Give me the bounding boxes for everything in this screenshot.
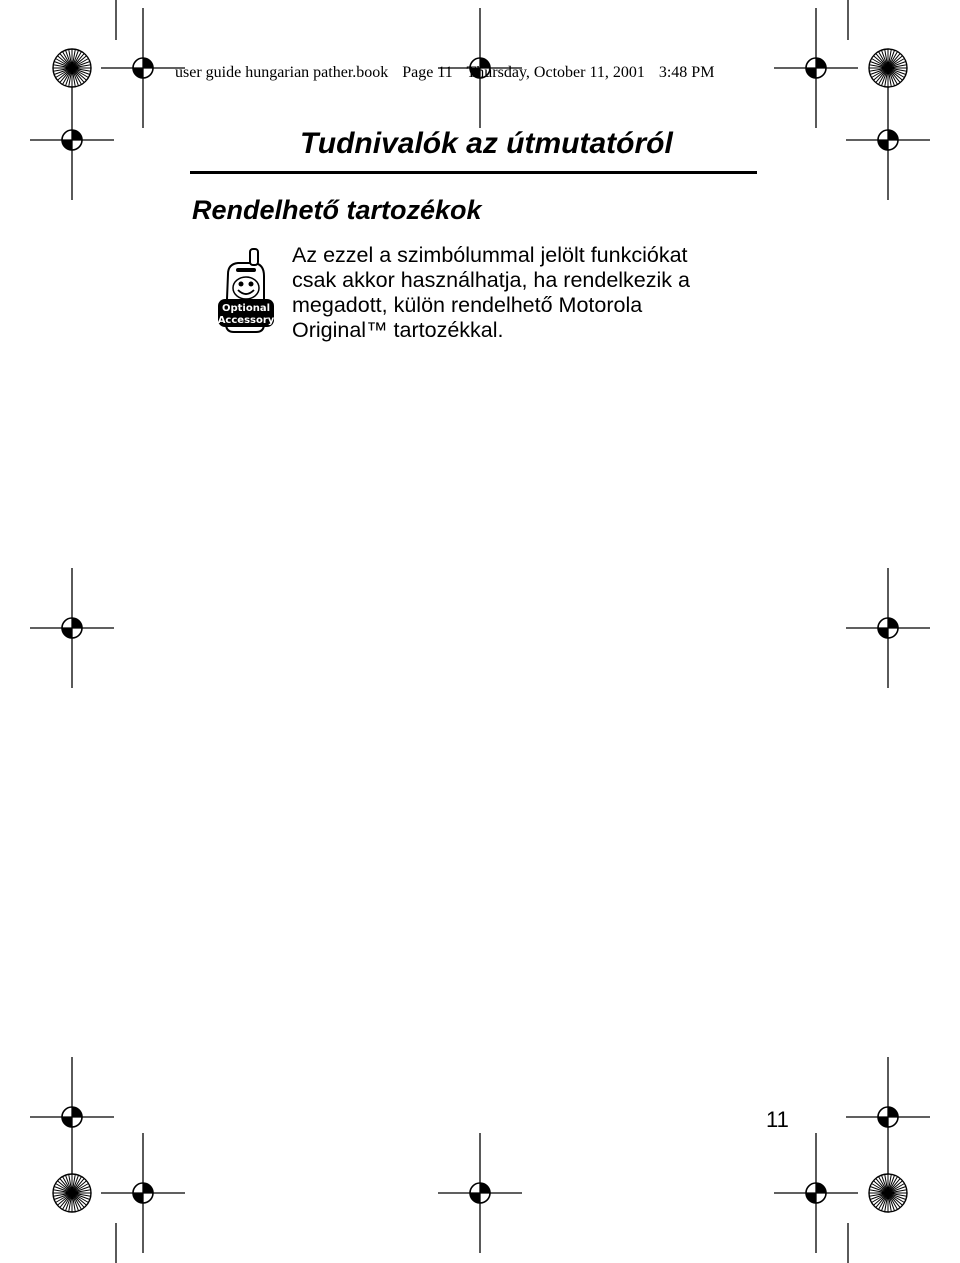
subsection-title: Rendelhető tartozékok [192, 195, 482, 225]
body-line: megadott, külön rendelhető Motorola [292, 293, 643, 317]
body-line: csak akkor használhatja, ha rendelkezik a [292, 268, 690, 292]
star-target-mark [53, 1174, 91, 1212]
section-title: Tudnivalók az útmutatóról [300, 127, 673, 160]
slug-file: user guide hungarian pather.book [175, 64, 389, 81]
print-slug [175, 64, 724, 82]
page-number: 11 [766, 1107, 789, 1132]
body-line: Original™ tartozékkal. [292, 318, 504, 342]
star-target-mark [869, 49, 907, 87]
crosshair-mark [30, 80, 114, 200]
body-line: Az ezzel a szimbólummal jelölt funkciókat [292, 243, 688, 267]
crosshair-mark [774, 8, 858, 128]
crosshair-mark [846, 80, 930, 200]
crosshair-mark [30, 568, 114, 688]
icon-label-line1: Optional [221, 303, 271, 314]
crosshair-mark [846, 1057, 930, 1177]
crosshair-mark [101, 1133, 185, 1253]
crosshair-mark [846, 568, 930, 688]
body-paragraph [292, 243, 762, 343]
optional-accessory-icon [214, 246, 276, 336]
crosshair-mark [30, 1057, 114, 1177]
slug-time: 3:48 PM [658, 64, 715, 81]
icon-label-line2: Accessory [217, 315, 275, 326]
crosshair-mark [438, 1133, 522, 1253]
crosshair-mark [774, 1133, 858, 1253]
crosshair-mark [101, 8, 185, 128]
slug-page: Page 11 [402, 64, 453, 81]
star-target-mark [53, 49, 91, 87]
slug-date: Thursday, October 11, 2001 [466, 64, 645, 81]
title-rule [190, 171, 757, 174]
star-target-mark [869, 1174, 907, 1212]
